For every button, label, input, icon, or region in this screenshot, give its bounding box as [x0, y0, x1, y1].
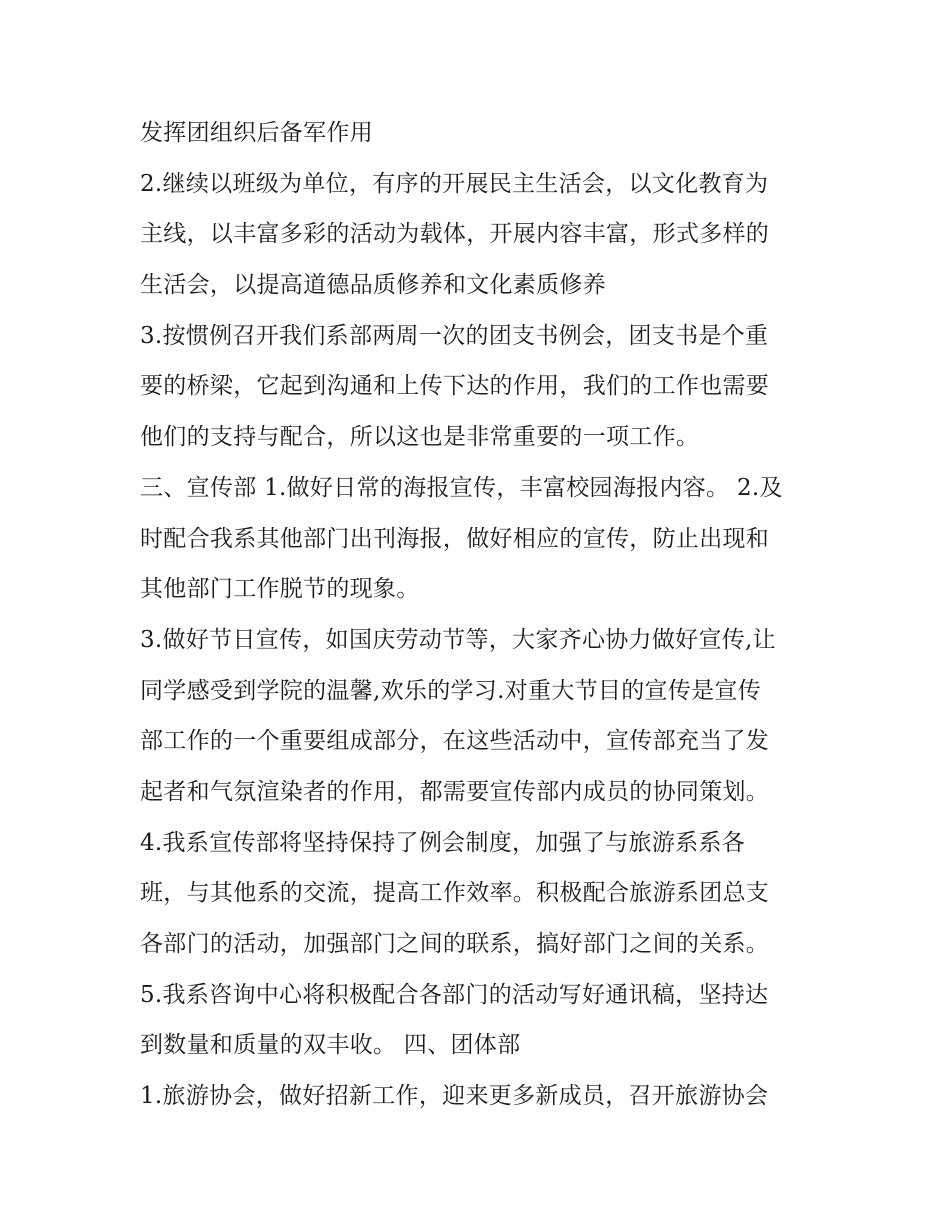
- text-line: 各部门的活动，加强部门之间的联系，搞好部门之间的关系。: [140, 931, 770, 957]
- text-line: 发挥团组织后备军作用: [140, 120, 373, 146]
- text-line: 4.我系宣传部将坚持保持了例会制度，加强了与旅游系系各: [140, 829, 746, 856]
- text-line: 部工作的一个重要组成部分，在这些活动中，宣传部充当了发: [140, 728, 770, 755]
- text-line: 5.我系咨询中心将积极配合各部门的活动写好通讯稿，坚持达: [140, 981, 769, 1008]
- text-line: 生活会，以提高道德品质修养和文化素质修养: [140, 272, 606, 299]
- text-line: 2.继续以班级为单位，有序的开展民主生活会，以文化教育为: [140, 170, 769, 197]
- text-line: 三、宣传部 1.做好日常的海报宣传，丰富校园海报内容。 2.及: [140, 474, 783, 501]
- text-line: 同学感受到学院的温馨,欢乐的学习.对重大节目的宣传是宣传: [140, 677, 762, 704]
- text-line: 主线，以丰富多彩的活动为载体，开展内容丰富，形式多样的: [140, 221, 770, 248]
- text-line: 其他部门工作脱节的现象。: [140, 576, 420, 603]
- text-line: 到数量和质量的双丰收。 四、团体部: [140, 1032, 521, 1059]
- text-line: 3.按惯例召开我们系部两周一次的团支书例会，团支书是个重: [140, 322, 769, 349]
- text-line: 班，与其他系的交流，提高工作效率。积极配合旅游系团总支: [140, 880, 770, 907]
- text-line: 要的桥梁，它起到沟通和上传下达的作用，我们的工作也需要: [140, 373, 770, 400]
- document-body: [140, 108, 830, 1122]
- text-line: 时配合我系其他部门出刊海报，做好相应的宣传，防止出现和: [140, 525, 770, 552]
- text-line: 3.做好节日宣传，如国庆劳动节等，大家齐心协力做好宣传,让: [140, 626, 776, 653]
- text-line: 1.旅游协会，做好招新工作，迎来更多新成员，召开旅游协会: [140, 1083, 769, 1110]
- text-line: 他们的支持与配合，所以这也是非常重要的一项工作。: [140, 424, 700, 451]
- text-line: 起者和气氛渲染者的作用，都需要宣传部内成员的协同策划。: [140, 778, 770, 805]
